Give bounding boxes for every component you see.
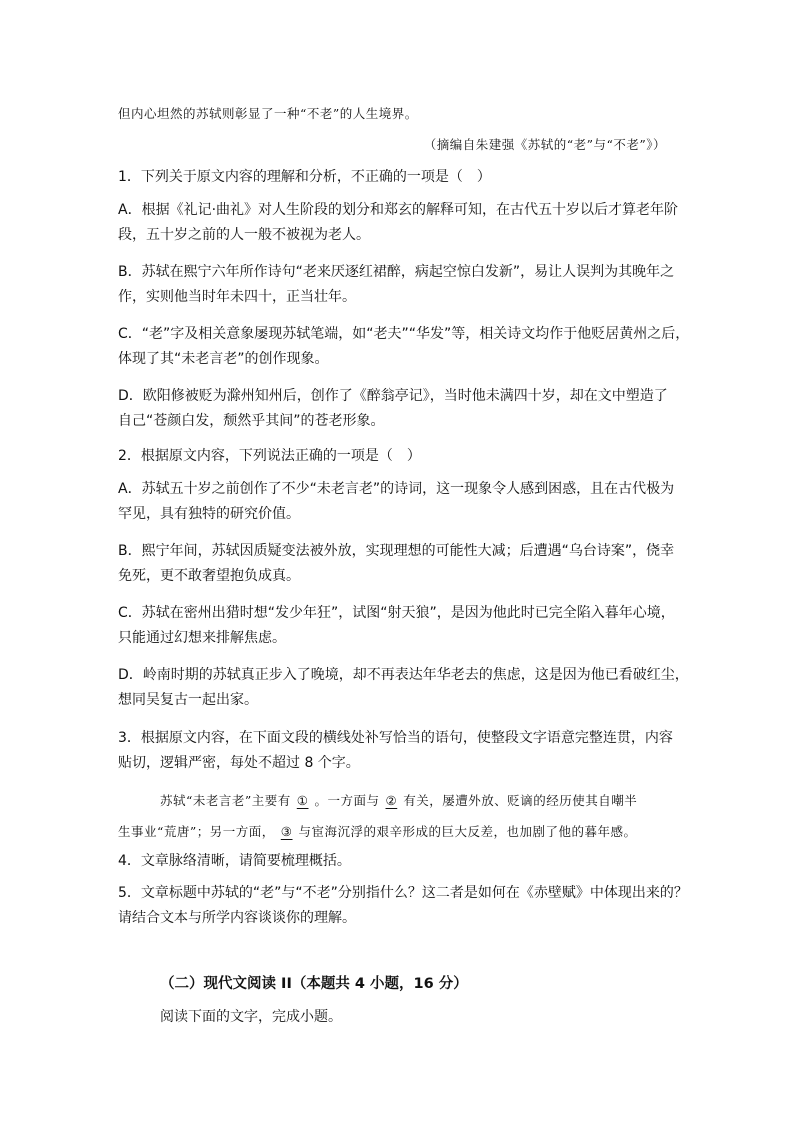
q4-stem: 4．文章脉络清晰，请简要梳理概括。 <box>118 853 351 869</box>
q3-passage-text: 有关，屡遭外放、贬谪的经历使其自嘲半 <box>403 793 638 808</box>
q1-option-a-line2: 段，五十岁之前的人一般不被视为老人。 <box>118 227 370 243</box>
q3-passage-line1 <box>160 791 637 811</box>
fill-blank-1[interactable]: ① <box>296 793 309 808</box>
q2-option-c-line2: 只能通过幻想来排解焦虑。 <box>118 630 286 646</box>
q5-stem-line1: 5．文章标题中苏轼的“老”与“不老”分别指什么？这二者是如何在《赤壁赋》中体现出来的？ <box>118 885 688 901</box>
fill-blank-2[interactable]: ② <box>385 793 398 808</box>
q5-stem-line2: 请结合文本与所学内容谈谈你的理解。 <box>118 910 356 926</box>
q3-passage-text: 苏轼“未老言老”主要有 <box>160 793 291 808</box>
q2-stem: 2．根据原文内容，下列说法正确的一项是（ ） <box>118 448 421 464</box>
q2-option-d-line2: 想同吴复古一起出家。 <box>118 692 258 708</box>
q1-option-d-line2: 自己“苍颜白发，颓然乎其间”的苍老形象。 <box>118 413 385 429</box>
q2-option-a-line1: A．苏轼五十岁之前创作了不少“未老言老”的诗词，这一现象令人感到困惑，且在古代极为 <box>118 481 675 497</box>
q3-passage-line2 <box>118 822 637 842</box>
q1-option-b-line2: 作，实则他当时年未四十，正当壮年。 <box>118 289 356 305</box>
reading-instruction: 阅读下面的文字，完成小题。 <box>160 1009 342 1025</box>
q2-option-a-line2: 罕见，具有独特的研究价值。 <box>118 506 300 522</box>
q3-passage-text: 生事业“荒唐”；另一方面， <box>118 824 275 839</box>
q2-option-b-line2: 免死，更不敢奢望抱负成真。 <box>118 568 300 584</box>
q1-option-c-line1: C．“老”字及相关意象屡现苏轼笔端，如“老夫”“华发”等，相关诗文均作于他贬居黄州之后， <box>118 326 690 342</box>
q1-stem: 1．下列关于原文内容的理解和分析，不正确的一项是（ ） <box>118 169 491 185</box>
q1-option-d-line1: D．欧阳修被贬为滁州知州后，创作了《醉翁亭记》，当时他未满四十岁，却在文中塑造了 <box>118 388 668 404</box>
q3-passage-text: 与宦海沉浮的艰辛形成的巨大反差，也加剧了他的暮年感。 <box>298 824 637 839</box>
q1-option-a-line1: A．根据《礼记·曲礼》对人生阶段的划分和郑玄的解释可知，在古代五十岁以后才算老年阶 <box>118 202 679 218</box>
q3-stem-line2: 贴切，逻辑严密，每处不超过 8 个字。 <box>118 755 360 771</box>
intro-line: 但内心坦然的苏轼则彰显了一种“不老”的人生境界。 <box>118 106 418 121</box>
fill-blank-3[interactable]: ③ <box>280 824 293 839</box>
q2-option-c-line1: C．苏轼在密州出猎时想“发少年狂”，试图“射天狼”，是因为他此时已完全陷入暮年心境， <box>118 605 675 621</box>
q1-option-b-line1: B．苏轼在熙宁六年所作诗句“老来厌逐红裙醉，病起空惊白发新”，易让人误判为其晚年之 <box>118 264 675 280</box>
q1-option-c-line2: 体现了其“未老言老”的创作现象。 <box>118 351 329 367</box>
q2-option-d-line1: D．岭南时期的苏轼真正步入了晚境，却不再表达年华老去的焦虑，这是因为他已看破红尘， <box>118 667 689 683</box>
section-heading: （二）现代文阅读 II（本题共 4 小题，16 分） <box>160 976 468 992</box>
q3-stem-line1: 3．根据原文内容，在下面文段的横线处补写恰当的语句，使整段文字语意完整连贯，内容 <box>118 730 673 746</box>
source-citation: （摘编自朱建强《苏轼的“老”与“不老”》） <box>423 137 666 152</box>
q3-passage-text: 。一方面与 <box>314 793 380 808</box>
q2-option-b-line1: B．熙宁年间，苏轼因质疑变法被外放，实现理想的可能性大减；后遭遇“乌台诗案”，侥幸 <box>118 543 675 559</box>
